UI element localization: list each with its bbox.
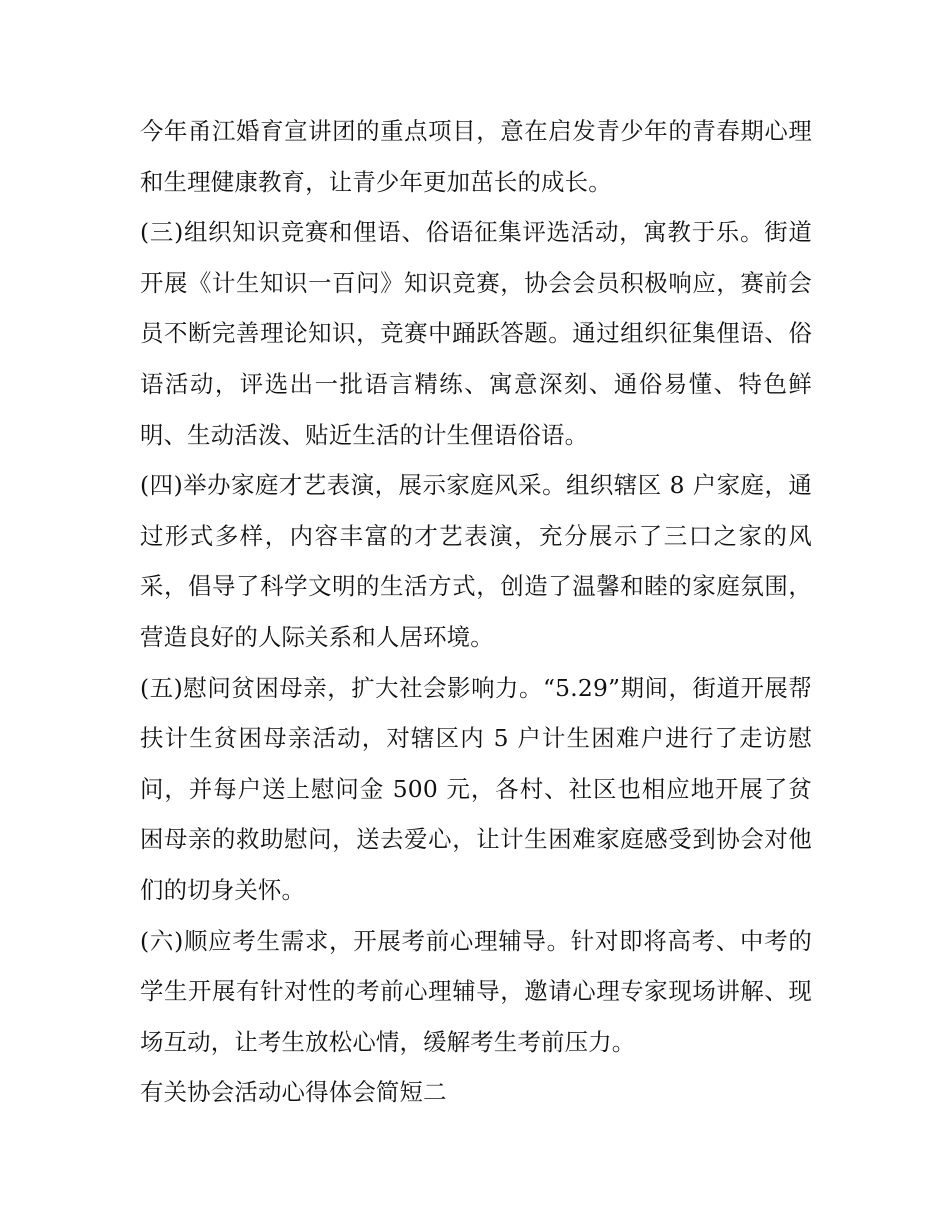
paragraph-family-talent-show: (四)举办家庭才艺表演，展示家庭风采。组织辖区 8 户家庭，通过形式多样，内容丰富的才艺表演，充分展示了三口之家的风采，倡导了科学文明的生活方式，创造了温馨和睦的家庭氛围，营造良好的人际关系和人居环境。: [140, 471, 812, 651]
section-heading: 有关协会活动心得体会简短二: [140, 1078, 447, 1107]
paragraph-exam-counseling: (六)顺应考生需求，开展考前心理辅导。针对即将高考、中考的学生开展有针对性的考前心理辅导，邀请心理专家现场讲解、现场互动，让考生放松心情，缓解考生考前压力。: [140, 926, 812, 1056]
document-page: [140, 106, 812, 1118]
paragraph-knowledge-contest: (三)组织知识竞赛和俚语、俗语征集评选活动，寓教于乐。街道开展《计生知识一百问》知识竞赛，协会会员积极响应，赛前会员不断完善理论知识，竞赛中踊跃答题。通过组织征集俚语、俗语活动，评选出一批语言精练、寓意深刻、通俗易懂、特色鲜明、生动活泼、贴近生活的计生俚语俗语。: [140, 218, 812, 449]
paragraph-intro: 今年甬江婚育宣讲团的重点项目，意在启发青少年的青春期心理和生理健康教育，让青少年更加茁长的成长。: [140, 117, 812, 196]
paragraph-poor-mothers-visit: (五)慰问贫困母亲，扩大社会影响力。“5.29”期间，街道开展帮扶计生贫困母亲活动，对辖区内 5 户计生困难户进行了走访慰问，并每户送上慰问金 500 元，各村、社区也相应地开展了贫困母亲的救助慰问，送去爱心，让计生困难家庭感受到协会对他们的切身关怀。: [140, 673, 812, 904]
